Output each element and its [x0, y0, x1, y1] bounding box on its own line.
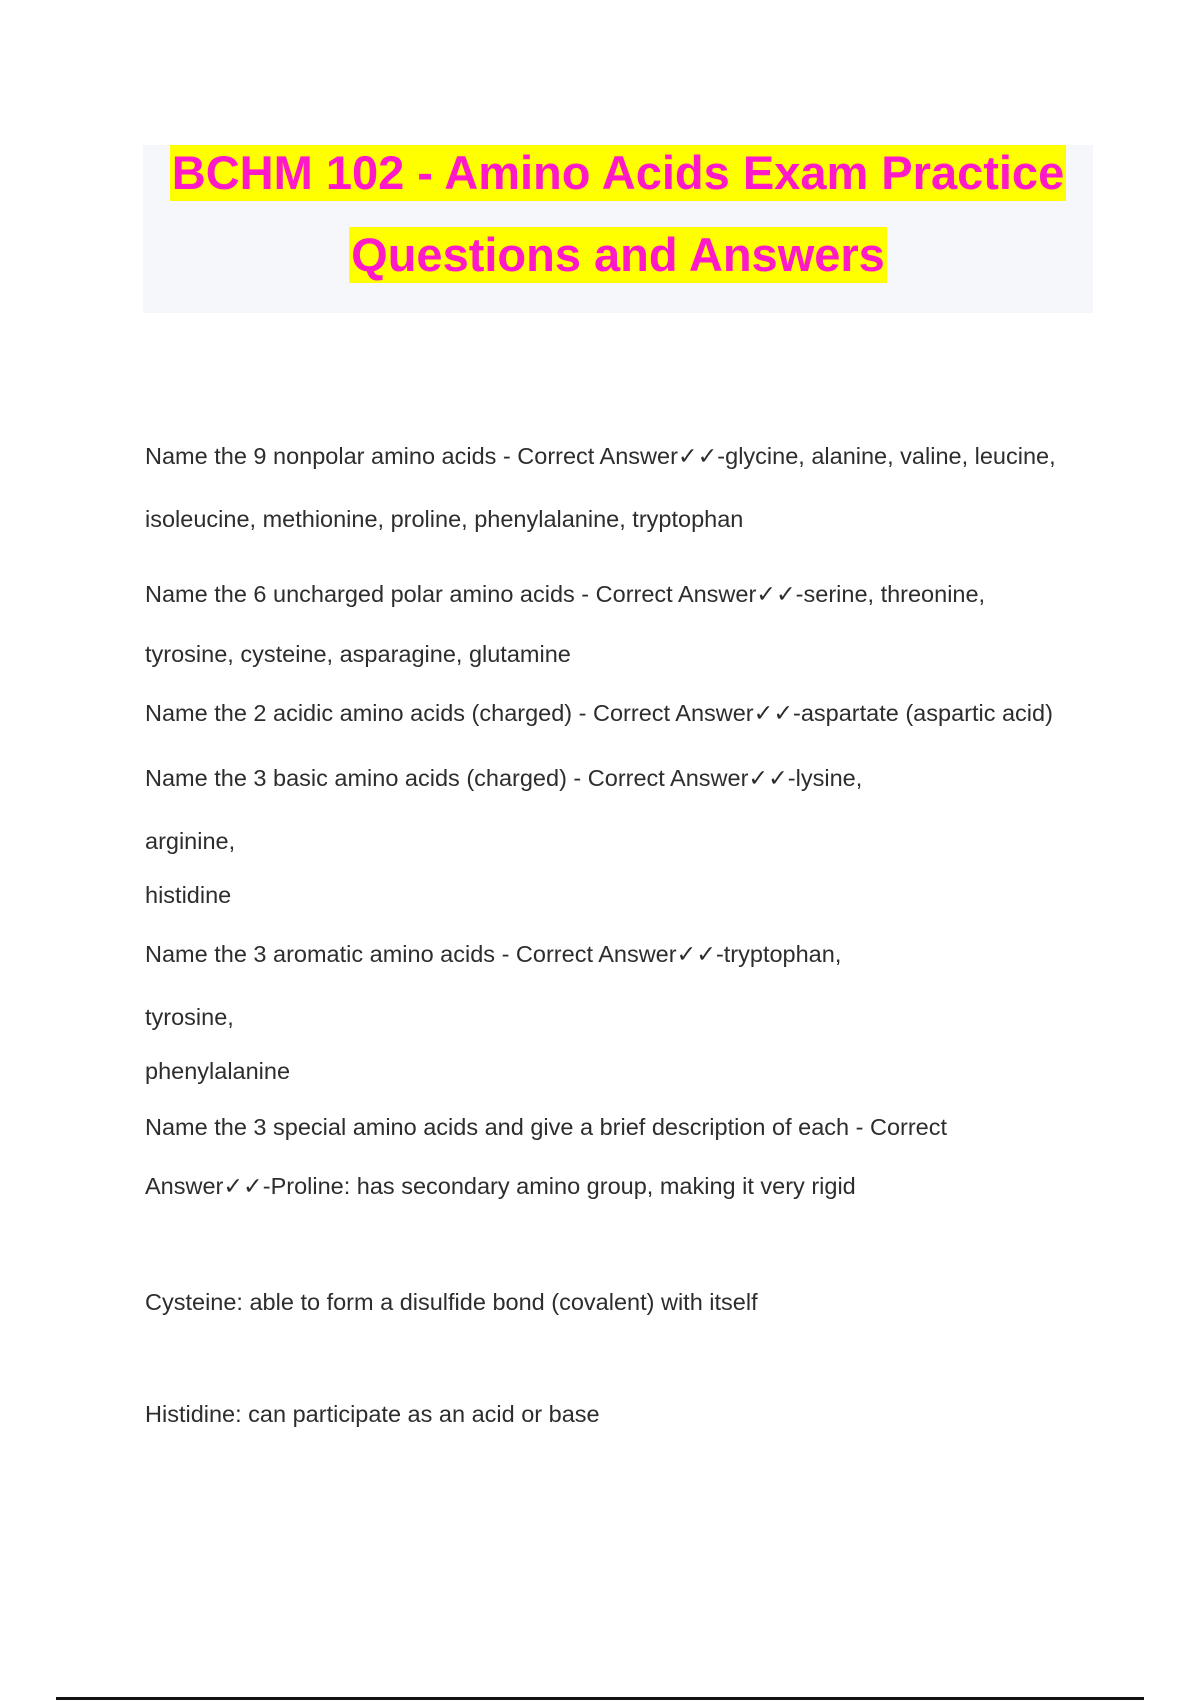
qa-line: Name the 9 nonpolar amino acids - Correct Answer✓✓-glycine, alanine, valine, leucine, [145, 443, 1056, 469]
qa-line: Cysteine: able to form a disulfide bond (covalent) with itself [145, 1289, 758, 1315]
qa-line: arginine, [145, 828, 236, 854]
qa-line: Answer✓✓-Proline: has secondary amino group, making it very rigid [145, 1173, 856, 1199]
qa-line: phenylalanine [145, 1058, 291, 1084]
qa-line: Name the 3 basic amino acids (charged) - Correct Answer✓✓-lysine, [145, 765, 863, 791]
qa-line: Histidine: can participate as an acid or base [145, 1401, 600, 1427]
qa-line: Name the 3 special amino acids and give a brief description of each - Correct [145, 1114, 948, 1140]
qa-line: Name the 3 aromatic amino acids - Correct Answer✓✓-tryptophan, [145, 941, 842, 967]
qa-line: Name the 2 acidic amino acids (charged) - Correct Answer✓✓-aspartate (aspartic acid) [145, 700, 1053, 726]
document-title-line-2: Questions and Answers [351, 228, 885, 281]
document-title-block [143, 145, 1093, 313]
qa-line: isoleucine, methionine, proline, phenylalanine, tryptophan [145, 506, 744, 532]
document-title-line-1: BCHM 102 - Amino Acids Exam Practice [171, 146, 1065, 199]
qa-line: histidine [145, 882, 232, 908]
qa-line: tyrosine, [145, 1004, 234, 1030]
qa-line: Name the 6 uncharged polar amino acids - Correct Answer✓✓-serine, threonine, [145, 581, 986, 607]
qa-line: tyrosine, cysteine, asparagine, glutamine [145, 641, 571, 667]
